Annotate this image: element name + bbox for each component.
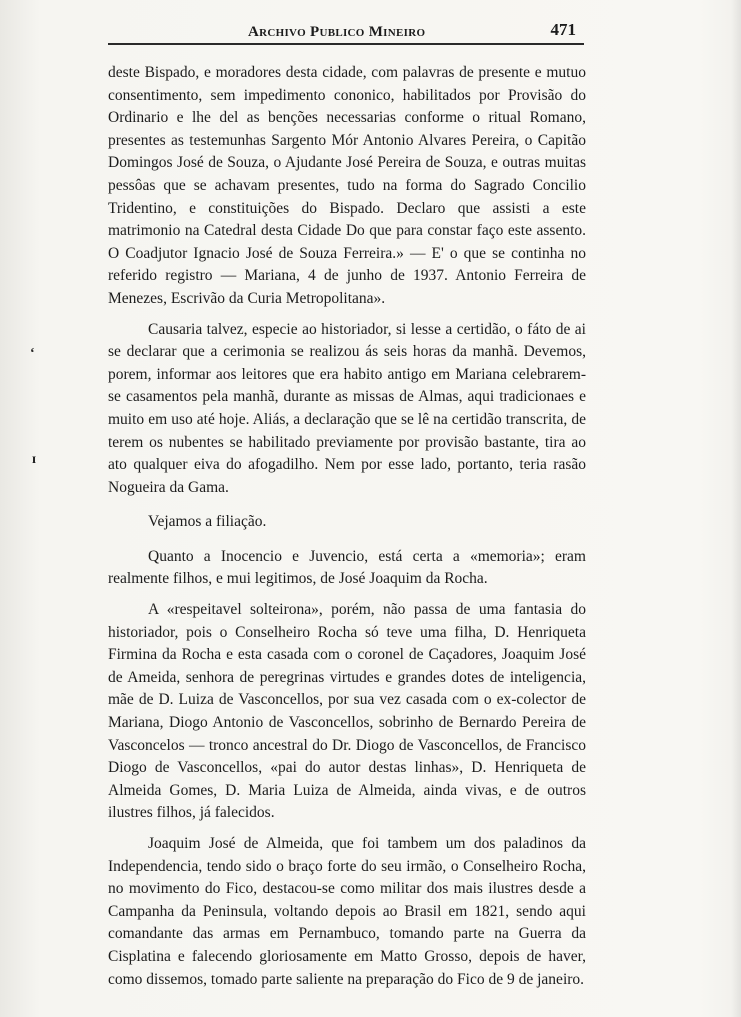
paragraph: A «respeitavel solteirona», porém, não passa de uma fantasia do historiador, pois o Conselheiro Rocha só teve uma filha, D. Henriqueta Firmina da Rocha e esta casada com o coronel de Caçadores, Joaquim José de Ameida, senhora de peregrinas virtudes e grandes dotes de inteligencia, mãe de D. Luiza de Vasconcellos, por sua vez casada com o ex-colector de Mariana, Diogo Antonio de Vasconcellos, sobrinho de Bernardo Pereira de Vasconcelos — tronco ancestral do Dr. Diogo de Vasconcellos, de Francisco Diogo de Vasconcellos, «pai do autor destas linhas», D. Henriqueta de Almeida Gomes, D. Maria Luiza de Almeida, ainda vivas, e de outros ilustres filhos, já falecidos.: [108, 601, 586, 822]
running-header: [108, 14, 584, 44]
paragraph: Vejamos a filiação.: [148, 513, 267, 531]
page-number: 471: [550, 20, 576, 39]
paragraph: Joaquim José de Almeida, que foi tambem um dos paladinos da Independencia, tendo sido o braço forte do seu irmão, o Conselheiro Rocha, no movimento do Fico, destacou-se como militar dos mais ilustres desde a Campanha da Peninsula, voltando depois ao Brasil em 1821, sendo aqui comandante das armas em Pernambuco, tomando parte na Guerra da Cisplatina e falecendo gloriosamente em Matto Grosso, depois de haver, como dissemos, tomado parte saliente na preparação do Fico de 9 de janeiro.: [108, 835, 586, 988]
margin-mark: ɪ: [32, 452, 37, 467]
margin-mark: ‘: [30, 346, 35, 361]
paragraph: Causaria talvez, especie ao historiador, si lesse a certidão, o fáto de ai se declarar que a cerimonia se realizou ás seis horas da manhã. Devemos, porem, informar aos leitores que era habito antigo em Mariana celebrarem-se casamentos pela manhã, durante as missas de Almas, aqui tradicionaes e muito em uso até hoje. Aliás, a declaração que se lê na certidão transcrita, de terem os nubentes se habilitado previamente por provisão bastante, tira ao ato qualquer eiva do afogadilho. Nem por esse lado, portanto, teria rasão Nogueira da Gama.: [108, 320, 586, 496]
paragraph-continuation: deste Bispado, e moradores desta cidade, com palavras de presente e mutuo consentimento, sem impedimento cononico, habilitados por Provisão do Ordinario e lhe del as benções necessarias conforme o ritual Romano, presentes as testemunhas Sargento Mór Antonio Alvares Pereira, o Capitão Domingos José de Souza, o Ajudante José Pereira de Souza, e outras muitas pessôas que se achavam presentes, tudo na forma do Sagrado Concilio Tridentino, e constituições do Bispado. Declaro que assisti a este matrimonio na Catedral desta Cidade Do que para constar faço este assento. O Coadjutor Ignacio José de Souza Ferreira.» — E' o que se continha no referido registro — Mariana, 4 de junho de 1937. Antonio Ferreira de Menezes, Escrivão da Curia Metropolitana».: [108, 64, 586, 307]
journal-title: Archivo Publico Mineiro: [248, 24, 426, 40]
page-edge-shadow: [731, 0, 741, 1017]
header-rule: [108, 43, 584, 45]
paragraph: Quanto a Inocencio e Juvencio, está certa a «memoria»; eram realmente filhos, e mui legitimos, de José Joaquim da Rocha.: [108, 547, 586, 588]
body-text: [108, 62, 586, 991]
